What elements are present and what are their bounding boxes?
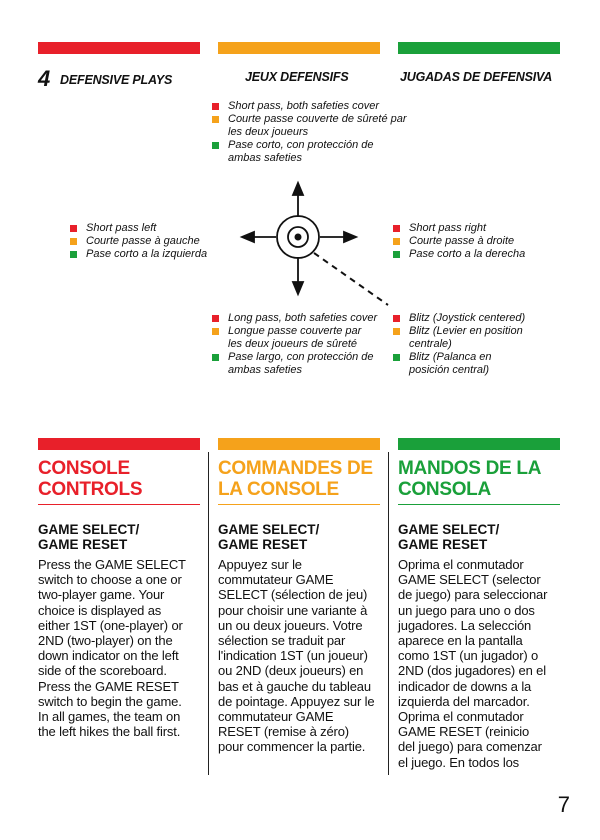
green-square-icon [70, 251, 77, 258]
orange-square-icon [393, 328, 400, 335]
list-item [393, 248, 573, 261]
green-color-bar [398, 438, 560, 450]
play-text-fr: Longue passe couverte par les deux joueurs de sûreté [228, 325, 362, 350]
list-item [212, 113, 418, 139]
red-color-bar [38, 438, 200, 450]
list-item [212, 139, 378, 165]
subtitle-french: GAME SELECT/ GAME RESET [218, 522, 320, 552]
body-text-english: Press the GAME SELECT switch to choose a one or two-player game. Your choice is displayed as either 1ST (one-player) or 2ND (two-player) on the down indicator on the left side of the scoreboard. Press the GAME RESET switch to begin the game. In all games, the team on the left hikes the ball first. [38, 557, 186, 740]
orange-square-icon [212, 116, 219, 123]
title-underline [398, 504, 560, 505]
list-item [70, 248, 240, 261]
list-item [393, 312, 563, 325]
orange-color-bar [218, 438, 380, 450]
body-text-spanish: Oprima el conmutador GAME SELECT (selector de juego) para seleccionar un juego para uno o dos jugadores. La selección aparece en la pantalla como 1ST (un jugador) o 2ND (dos jugadores) en el indicador de downs a la izquierda del marcador. Oprima el conmutador GAME RESET (reinicio del juego) para comenzar el juego. En todos los [398, 557, 548, 770]
section-title-spanish: MANDOS DE LA CONSOLA [398, 458, 541, 500]
column-divider [208, 452, 209, 775]
play-blitz-block [393, 312, 563, 377]
title-underline [38, 504, 200, 505]
play-text-es: Pase largo, con protección de ambas safeties [228, 351, 374, 376]
play-text-en: Long pass, both safeties cover [228, 312, 378, 324]
list-item [212, 351, 378, 377]
play-top-block [212, 100, 432, 165]
page-number: 7 [557, 792, 570, 817]
orange-square-icon [70, 238, 77, 245]
section-title-french: COMMANDES DE LA CONSOLE [218, 458, 373, 500]
list-item [70, 222, 240, 235]
play-text-fr: Courte passe à gauche [86, 235, 200, 247]
play-text-en: Short pass, both safeties cover [228, 100, 380, 112]
red-square-icon [70, 225, 77, 232]
play-text-es: Pase corto a la derecha [409, 248, 526, 260]
play-text-fr: Courte passe à droite [409, 235, 515, 247]
list-item [212, 325, 368, 351]
green-square-icon [212, 354, 219, 361]
red-color-bar [38, 42, 200, 54]
play-bottom-block [212, 312, 378, 377]
green-square-icon [212, 142, 219, 149]
red-square-icon [212, 315, 219, 322]
play-text-es: Pase corto, con protección de ambas safeties [228, 139, 374, 164]
list-item [393, 325, 563, 351]
green-square-icon [393, 354, 400, 361]
green-color-bar [398, 42, 560, 54]
red-square-icon [212, 103, 219, 110]
play-right-block [393, 222, 573, 261]
section-number: 4 [38, 66, 51, 91]
play-text-en: Short pass right [409, 222, 487, 234]
play-text-fr: Courte passe couverte de sûreté par les deux joueurs [228, 113, 407, 138]
list-item [212, 312, 378, 325]
title-underline [218, 504, 380, 505]
list-item [70, 235, 240, 248]
section-title-english: CONSOLE CONTROLS [38, 458, 143, 500]
joystick-diagram-icon [230, 175, 400, 310]
play-text-es: Blitz (Palanca en posición central) [409, 351, 492, 376]
list-item [393, 222, 573, 235]
play-text-fr: Blitz (Levier en position centrale) [409, 325, 523, 350]
red-square-icon [393, 315, 400, 322]
section-header-english [38, 66, 172, 92]
play-text-es: Pase corto a la izquierda [86, 248, 208, 260]
list-item [212, 100, 432, 113]
subtitle-spanish: GAME SELECT/ GAME RESET [398, 522, 500, 552]
body-text-french: Appuyez sur le commutateur GAME SELECT (sélection de jeu) pour choisir une variante à un ou deux joueurs. Votre sélection se traduit par l'indication 1ST (un joueur) ou 2ND (deux joueurs) en bas et à gauche du tableau de pointage. Appuyez sur le commutateur GAME RESET (remise à zéro) pour commencer la partie. [218, 557, 375, 755]
list-item [393, 351, 534, 377]
play-text-en: Blitz (Joystick centered) [409, 312, 526, 324]
header-english-text: DEFENSIVE PLAYS [60, 73, 173, 87]
orange-square-icon [212, 328, 219, 335]
orange-color-bar [218, 42, 380, 54]
play-left-block [70, 222, 240, 261]
section-header-spanish: JUGADAS DE DEFENSIVA [400, 70, 553, 84]
play-text-en: Short pass left [86, 222, 157, 234]
list-item [393, 235, 573, 248]
subtitle-english: GAME SELECT/ GAME RESET [38, 522, 140, 552]
section-header-french: JEUX DEFENSIFS [245, 70, 349, 84]
column-divider [388, 452, 389, 775]
